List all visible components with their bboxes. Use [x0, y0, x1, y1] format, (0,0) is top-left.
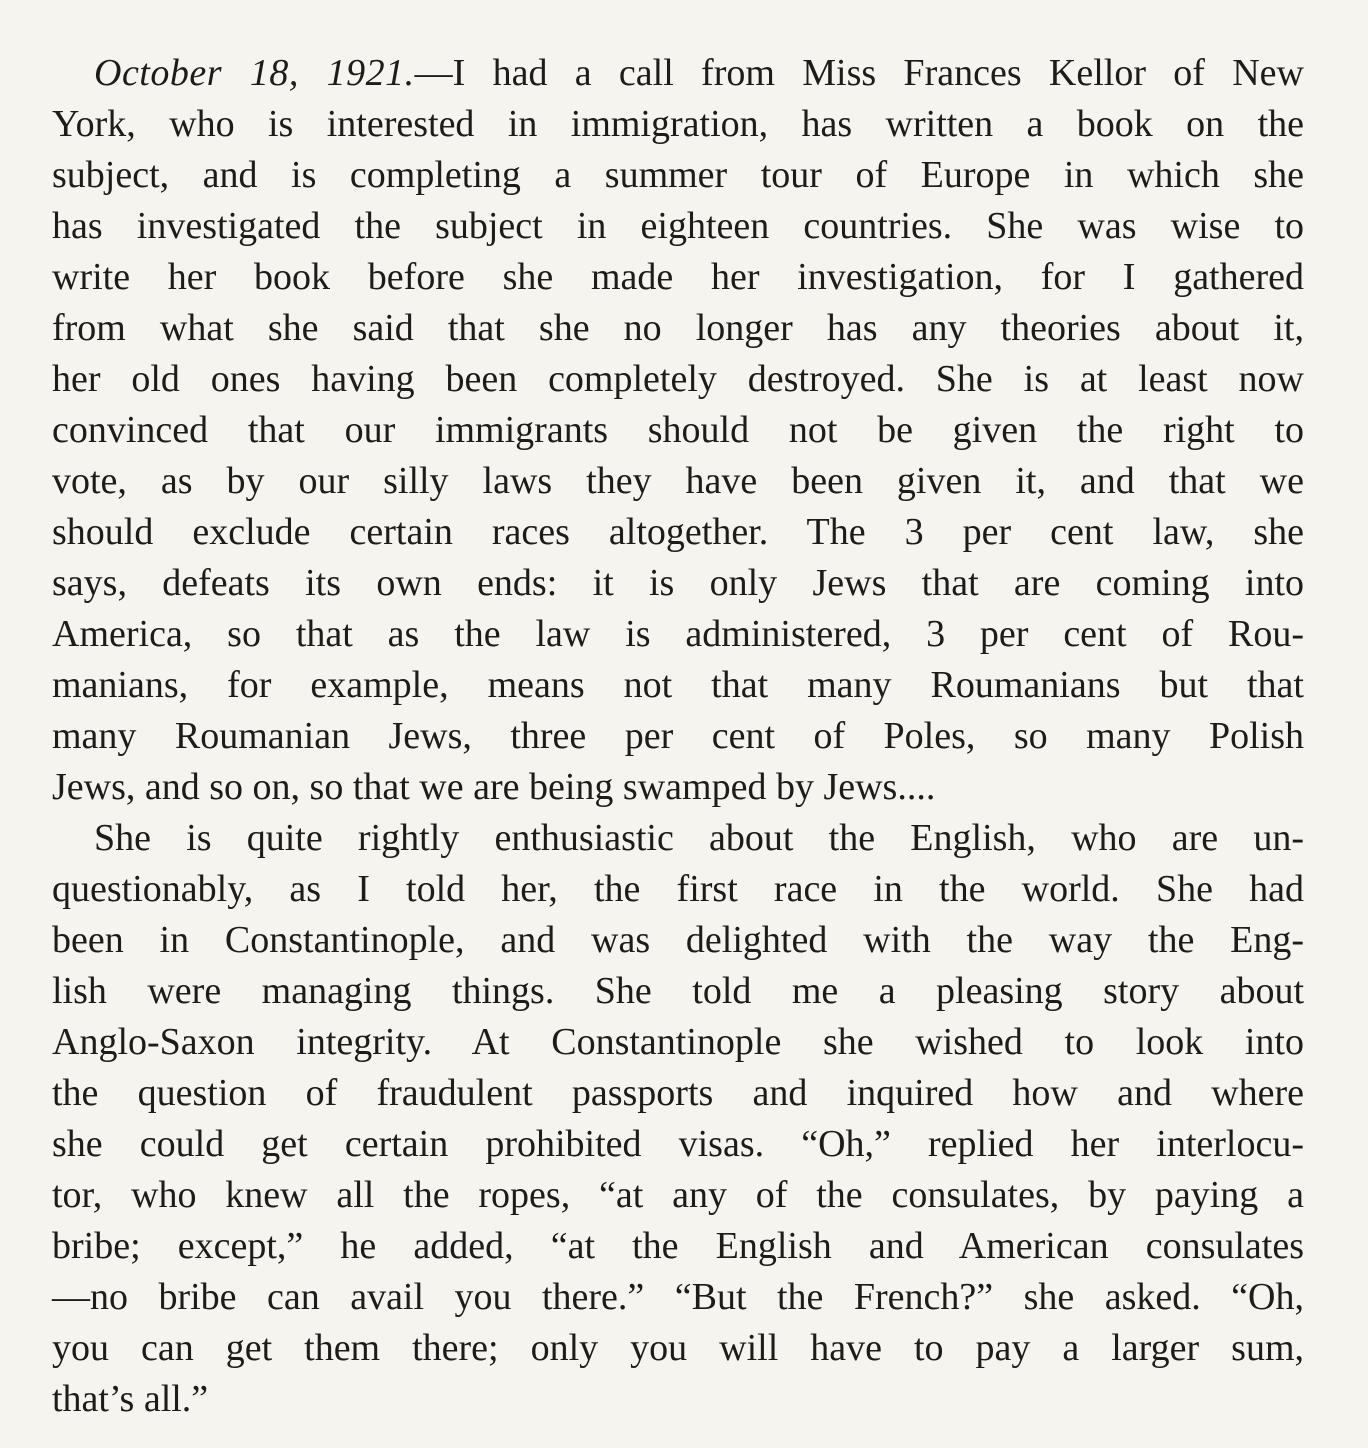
text-line: says, defeats its own ends: it is only Jews that are coming into [52, 562, 1304, 604]
text-line: America, so that as the law is administered, 3 per cent of Rou- [52, 613, 1304, 655]
text-line: that’s all.” [52, 1378, 209, 1420]
text-line: lish were managing things. She told me a pleasing story about [52, 970, 1304, 1012]
text-line: from what she said that she no longer has any theories about it, [52, 307, 1304, 349]
text-line: Anglo-Saxon integrity. At Constantinople she wished to look into [52, 1021, 1304, 1063]
text-line: York, who is interested in immigration, has written a book on the [52, 103, 1304, 145]
text-line-content: —I had a call from Miss Frances Kellor of New [414, 52, 1304, 94]
text-line: the question of fraudulent passports and inquired how and where [52, 1072, 1304, 1114]
text-line: many Roumanian Jews, three per cent of Poles, so many Polish [52, 715, 1304, 757]
text-line: should exclude certain races altogether. The 3 per cent law, she [52, 511, 1304, 553]
entry-date: October 18, 1921. [94, 52, 415, 94]
text-line: bribe; except,” he added, “at the English and American consulates [52, 1225, 1304, 1267]
paragraph-1 [52, 48, 1304, 813]
text-line: write her book before she made her investigation, for I gathered [52, 256, 1304, 298]
text-line: questionably, as I told her, the first race in the world. She had [52, 868, 1304, 910]
text-line: vote, as by our silly laws they have been given it, and that we [52, 460, 1304, 502]
text-line: been in Constantinople, and was delighted with the way the Eng- [52, 919, 1304, 961]
diary-page [52, 48, 1304, 1425]
text-line: she could get certain prohibited visas. “Oh,” replied her interlocu- [52, 1123, 1304, 1165]
text-line: her old ones having been completely destroyed. She is at least now [52, 358, 1304, 400]
text-line: Jews, and so on, so that we are being swamped by Jews.... [52, 766, 936, 808]
text-line [52, 48, 1304, 99]
paragraph-2 [52, 813, 1304, 1425]
text-line: you can get them there; only you will have to pay a larger sum, [52, 1327, 1304, 1369]
text-line: subject, and is completing a summer tour of Europe in which she [52, 154, 1304, 196]
text-line: convinced that our immigrants should not be given the right to [52, 409, 1304, 451]
text-line: —no bribe can avail you there.” “But the French?” she asked. “Oh, [52, 1276, 1304, 1318]
text-line: manians, for example, means not that many Roumanians but that [52, 664, 1304, 706]
text-line: has investigated the subject in eighteen countries. She was wise to [52, 205, 1304, 247]
text-line: She is quite rightly enthusiastic about the English, who are un- [94, 817, 1304, 859]
text-line: tor, who knew all the ropes, “at any of the consulates, by paying a [52, 1174, 1304, 1216]
